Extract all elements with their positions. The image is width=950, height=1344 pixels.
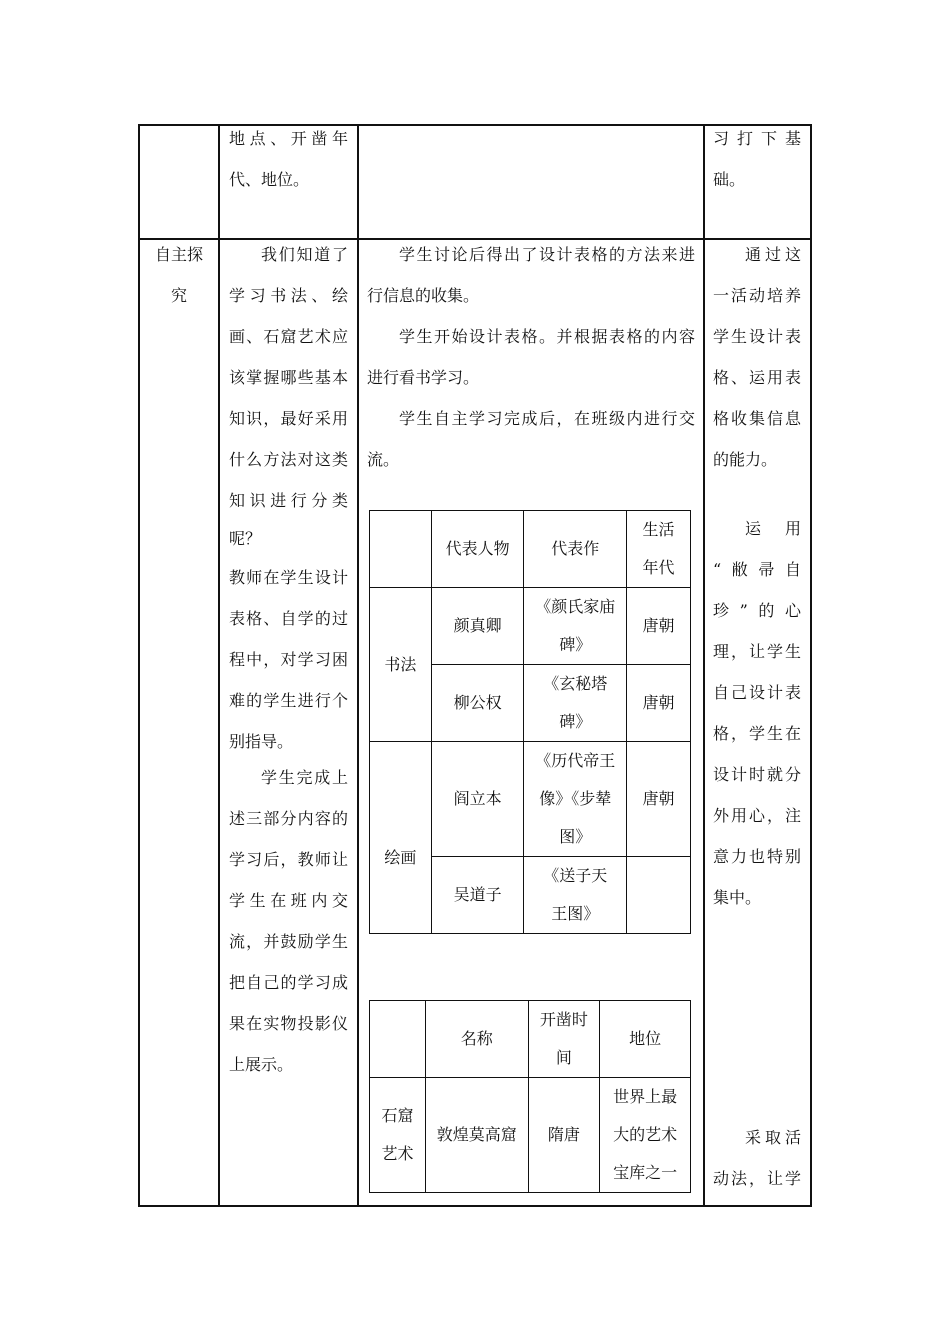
text-line: 知识进行分类 [229,491,348,510]
col-divider-2 [357,124,359,1207]
text-line: 学生完成上 [261,768,348,787]
text-line: 学生开始设计表格。并根据表格的内容 [399,327,695,346]
text-line: 通过这 [745,245,801,264]
col-divider-1 [218,124,220,1207]
row1-purpose-cell [713,118,801,200]
text-line: 难的学生进行个 [229,691,348,710]
text-line: 外用心，注 [713,806,801,825]
name-cell: 敦煌莫高窟 [425,1078,528,1193]
row1-content-cell [229,118,348,200]
teacher-paragraph-3 [229,757,348,1085]
status-cell: 世界上最大的艺术宝库之一 [600,1078,691,1193]
time-cell: 隋唐 [528,1078,600,1193]
table-row [370,1078,691,1193]
category-cell: 石窟艺术 [370,1078,426,1193]
text-line: 流。 [367,450,400,469]
text-line: 教师在学生设计 [229,568,348,587]
era-cell: 唐朝 [627,742,691,857]
teacher-activity-cell [229,234,348,1085]
text-line: 表格、自学的过 [229,609,348,628]
design-purpose-continued [713,1117,801,1199]
text-line: 础。 [713,170,746,189]
text-line: 述三部分内容的 [229,809,348,828]
student-activity-cell [367,234,695,480]
person-cell: 颜真卿 [431,588,524,665]
text-line: 把自己的学习成 [229,973,348,992]
category-cell: 绘画 [370,742,432,934]
table-header-cell: 生活年代 [627,511,691,588]
text-line: 画、石窟艺术应 [229,327,348,346]
text-line: 格、运用表 [713,368,801,387]
work-cell: 《历代帝王像》《步辇图》 [524,742,627,857]
table-header-row [370,1001,691,1078]
stage-cell [140,234,218,316]
text-line: 学生讨论后得出了设计表格的方法来进 [399,245,695,264]
text-line: 我们知道了 [261,245,348,264]
work-cell: 《送子天王图》 [524,857,627,934]
text-line: 什么方法对这类 [229,450,348,469]
text-line: 进行看书学习。 [367,368,480,387]
category-cell: 书法 [370,588,432,742]
col-divider-3 [703,124,705,1207]
text-line: 格收集信息 [713,409,801,428]
person-cell: 阎立本 [431,742,524,857]
text-line: 自己设计表 [713,683,801,702]
bottom-border [138,1205,812,1207]
text-line: 意力也特别 [713,847,801,866]
text-line: 地点、开凿年 [229,129,348,148]
text-line: 别指导。 [229,732,294,751]
stage-label-line: 自主探 [154,245,203,264]
calligraphy-painting-table [369,510,691,934]
work-cell: 《颜氏家庙碑》 [524,588,627,665]
table-header-cell: 地位 [600,1001,691,1078]
table-row [370,742,691,857]
outer-right-border [810,124,812,1207]
text-line: 理，让学生 [713,642,801,661]
text-line: 珍”的心 [713,601,801,620]
era-cell: 唐朝 [627,588,691,665]
table-header-cell [370,1001,426,1078]
text-line: 上展示。 [229,1055,294,1074]
grotto-art-table [369,1000,691,1193]
student-paragraph-3 [367,398,695,480]
person-cell: 吴道子 [431,857,524,934]
text-line: 程中，对学习困 [229,650,348,669]
era-cell [627,857,691,934]
text-line: 流，并鼓励学生 [229,932,348,951]
table-header-row [370,511,691,588]
text-line: 采取活 [745,1128,801,1147]
purpose-paragraph-2 [713,508,801,918]
table-header-cell: 代表人物 [431,511,524,588]
text-line: 格，学生在 [713,724,801,743]
text-line: 该掌握哪些基本 [229,368,348,387]
student-paragraph-1 [367,234,695,316]
student-paragraph-2 [367,316,695,398]
person-cell: 柳公权 [431,665,524,742]
stage-label-line: 究 [170,286,187,305]
table-header-cell: 开凿时间 [528,1001,600,1078]
era-cell: 唐朝 [627,665,691,742]
table-header-cell: 名称 [425,1001,528,1078]
text-line: 呢？ [229,529,262,548]
work-cell: 《玄秘塔碑》 [524,665,627,742]
text-line: 学习书法、绘 [229,286,348,305]
text-line: 一活动培养 [713,286,801,305]
table-header-cell: 代表作 [524,511,627,588]
text-line: 果在实物投影仪 [229,1014,348,1033]
text-line: 动法，让学 [713,1169,801,1188]
text-line: 学习后，教师让 [229,850,348,869]
teacher-paragraph-1 [229,234,348,557]
text-line: “敝帚自 [713,560,801,579]
text-line: 行信息的收集。 [367,286,480,305]
text-line: 学生设计表 [713,327,801,346]
text-line: 习打下基 [713,129,801,148]
text-line: 的能力。 [713,450,778,469]
text-line: 代、地位。 [229,170,310,189]
table-row [370,588,691,665]
design-purpose-cell [713,234,801,918]
table-header-cell [370,511,432,588]
purpose-paragraph-1 [713,234,801,480]
text-line: 设计时就分 [713,765,801,784]
text-line: 学生在班内交 [229,891,348,910]
text-line: 集中。 [713,888,762,907]
text-line: 学生自主学习完成后，在班级内进行交 [399,409,695,428]
text-line: 运 用 [745,519,801,538]
teacher-paragraph-2 [229,557,348,762]
text-line: 知识，最好采用 [229,409,348,428]
